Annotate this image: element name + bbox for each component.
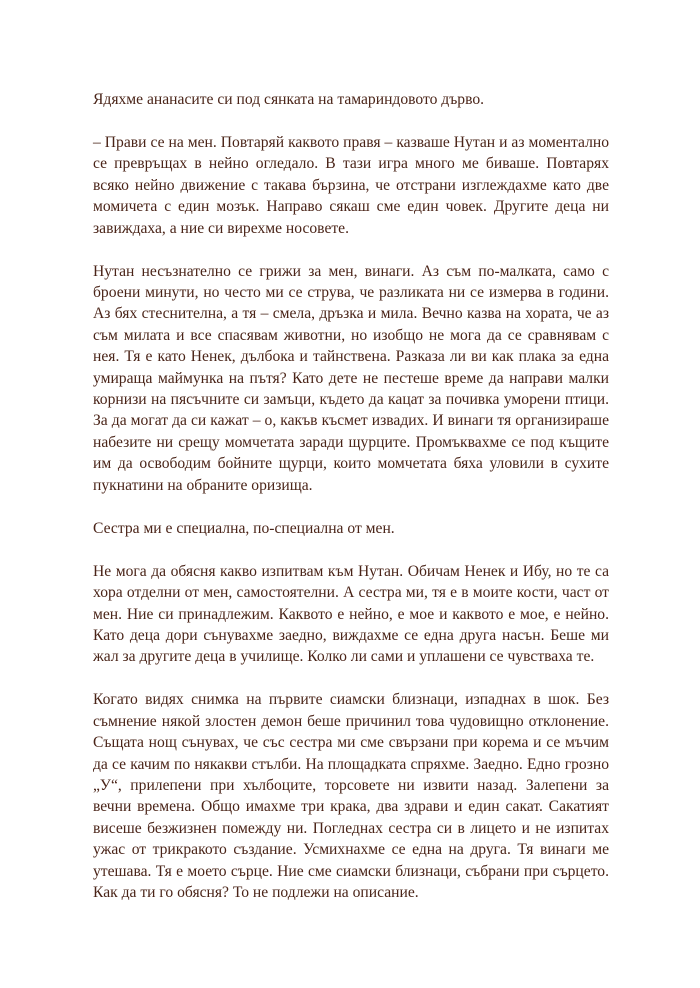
paragraph-3: Нутан несъзнателно се грижи за мен, винаги. Аз съм по-малката, само с броени минути, но често ми се струва, че разликата ни се измерва в години. Аз бях стеснителна, а тя – смела, дръзка и мила. Вечно казва на хората, че аз съм милата и все спасявам животни, но изобщо не мога да се сравнявам с нея. Тя е като Ненек, дълбока и тайнствена. Разказа ли ви как плака за една умираща маймунка на пътя? Като дете не пестеше време да направи малки корнизи на пясъчните си замъци, където да кацат за почивка уморени птици. За да могат да си кажат – о, какъв късмет извадих. И винаги тя организираше набезите ни срещу момчетата заради щурците. Промъквахме се под къщите им да освободим бойните щурци, които момчетата бяха уловили в сухите пукнатини на обраните оризища. — [93, 262, 609, 494]
paragraph-2: – Прави се на мен. Повтаряй каквото правя – казваше Нутан и аз моментално се превръщах в нейно огледало. В тази игра много ме биваше. Повтарях всяко нейно движение с такава бързина, че отстрани изглеждахме като две момичета с един мозък. Направо сякаш сме един човек. Другите деца ни завиждаха, а ние си вирехме носовете. — [93, 134, 609, 237]
paragraph-6: Когато видях снимка на първите сиамски близнаци, изпаднах в шок. Без съмнение някой злостен демон беше причинил това чудовищно отклонение. Същата нощ сънувах, че със сестра ми сме свързани при корема и се мъчим да се качим по някакви стълби. На площадката спряхме. Заедно. Едно грозно „У“, прилепени при хълбоците, торсовете ни извити назад. Залепени за вечни времена. Общо имахме три крака, два здрави и един сакат. Сакатият висеше безжизнен помежду ни. Погледнах сестра си в лицето и не изпитах ужас от трикракото създание. Усмихнахме се една на друга. Тя винаги ме утешава. Тя е моето сърце. Ние сме сиамски близнаци, събрани при сърцето. Как да ти го обясня? То не подлежи на описание. — [93, 691, 609, 901]
paragraph-4: Сестра ми е специална, по-специална от мен. — [93, 519, 395, 537]
paragraph-1: Ядяхме ананасите си под сянката на тамариндовото дърво. — [93, 91, 485, 108]
body-text — [93, 89, 609, 903]
paragraph-5: Не мога да обясня какво изпитвам към Нутан. Обичам Ненек и Ибу, но те са хора отделни от мен, самостоятелни. А сестра ми, тя е в моите кости, част от мен. Ние си принадлежим. Каквото е нейно, е мое и каквото е мое, е нейно. Като деца дори сънувахме заедно, виждахме се една друга насън. Беше ми жал за другите деца в училище. Колко ли сами и уплашени се чувстваха те. — [93, 562, 609, 666]
